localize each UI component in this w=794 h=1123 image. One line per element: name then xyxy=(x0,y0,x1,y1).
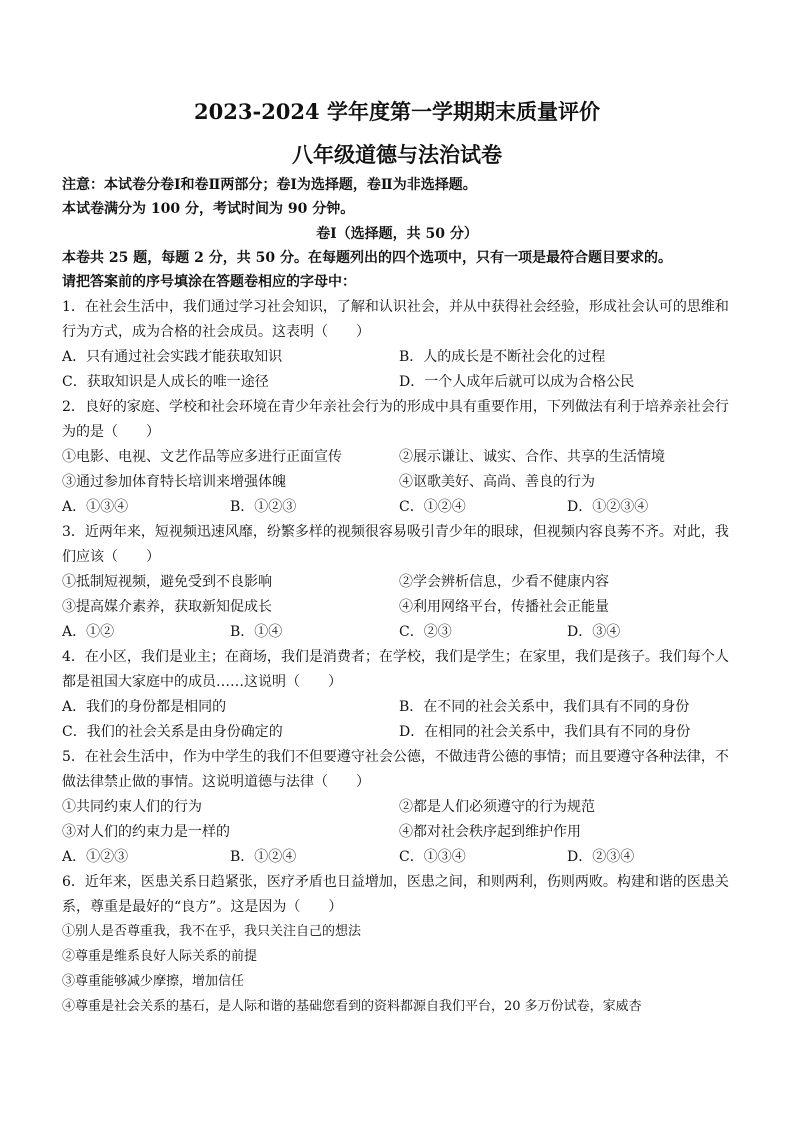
q3-option-d: D．③④ xyxy=(567,624,621,640)
q5-stem-line-2: 做法律禁止做的事情。这说明道德与法律（ ） xyxy=(62,774,370,790)
q1-stem-line-2: 行为方式，成为合格的社会成员。这表明（ ） xyxy=(62,324,370,340)
q3-option-b: B．①④ xyxy=(230,624,283,640)
q6-statement-4: ④尊重是社会关系的基石，是人际和谐的基础您看到的资料都源自我们平台，20 多万份试卷，家威杏 xyxy=(62,999,642,1014)
q2-statement-3: ③通过参加体育特长培训来增强体魄 xyxy=(62,474,286,490)
q5-option-c: C．①③④ xyxy=(399,849,466,865)
q6-stem-line-1: 6．近年来，医患关系日趋紧张，医疗矛盾也日益增加，医患之间，和则两利，伤则两败。构建和谐的医患关 xyxy=(62,874,729,890)
q2-statement-1: ①电影、电视、文艺作品等应多进行正面宣传 xyxy=(62,449,342,465)
q5-option-d: D．②③④ xyxy=(567,849,635,865)
q2-option-d: D．①②③④ xyxy=(567,499,649,515)
q2-stem-line-1: 2．良好的家庭、学校和社会环境在青少年亲社会行为的形成中具有重要作用，下列做法有利于培养亲社会行 xyxy=(62,399,729,415)
q5-statement-4: ④都对社会秩序起到维护作用 xyxy=(399,824,581,840)
exam-subtitle: 八年级道德与法治试卷 xyxy=(292,142,502,167)
q1-option-d: D．一个人成年后就可以成为合格公民 xyxy=(399,374,635,390)
q3-stem-line-1: 3．近两年来，短视频迅速风靡，纷繁多样的视频很容易吸引青少年的眼球，但视频内容良莠不齐。对此，我 xyxy=(62,524,729,540)
q2-option-a: A．①③④ xyxy=(62,499,129,515)
q4-option-d: D．在相同的社会关系中，我们具有不同的身份 xyxy=(399,724,691,740)
section-instruction-2: 请把答案前的序号填涂在答题卷相应的字母中： xyxy=(62,274,356,290)
q3-statement-3: ③提高媒介素养，获取新知促成长 xyxy=(62,599,272,615)
q2-option-c: C．①②④ xyxy=(399,499,466,515)
section-instruction-1: 本卷共 25 题，每题 2 分，共 50 分。在每题列出的四个选项中，只有一项是最符合题目要求的。 xyxy=(62,250,672,266)
q2-stem-line-2: 为的是（ ） xyxy=(62,424,160,440)
q4-stem-line-1: 4．在小区，我们是业主；在商场，我们是消费者；在学校，我们是学生；在家里，我们是孩子。我们每个人 xyxy=(62,649,729,665)
q2-option-b: B．①②③ xyxy=(230,499,297,515)
section-heading: 卷Ⅰ（选择题，共 50 分） xyxy=(316,226,478,242)
q3-option-c: C．②③ xyxy=(399,624,452,640)
q1-stem-line-1: 1．在社会生活中，我们通过学习社会知识，了解和认识社会，并从中获得社会经验，形成社会认可的思维和 xyxy=(62,299,729,315)
q6-stem-line-2: 系，尊重是最好的“良方”。这是因为（ ） xyxy=(62,899,343,915)
q5-stem-line-1: 5．在社会生活中，作为中学生的我们不但要遵守社会公德，不做违背公德的事情；而且要遵守各种法律，不 xyxy=(62,749,729,765)
note-line-2: 本试卷满分为 100 分，考试时间为 90 分钟。 xyxy=(62,201,355,217)
q3-statement-1: ①抵制短视频，避免受到不良影响 xyxy=(62,574,272,590)
exam-title: 2023-2024 学年度第一学期期末质量评价 xyxy=(194,99,600,124)
q4-stem-line-2: 都是祖国大家庭中的成员……这说明（ ） xyxy=(62,674,342,690)
q2-statement-2: ②展示谦让、诚实、合作、共享的生活情境 xyxy=(399,449,665,465)
q5-option-b: B．①②④ xyxy=(230,849,297,865)
q6-statement-1: ①别人是否尊重我，我不在乎，我只关注自己的想法 xyxy=(62,924,362,939)
q4-option-c: C．我们的社会关系是由身份确定的 xyxy=(62,724,283,740)
q4-option-b: B．在不同的社会关系中，我们具有不同的身份 xyxy=(399,699,690,715)
q1-option-c: C．获取知识是人成长的唯一途径 xyxy=(62,374,269,390)
q3-statement-2: ②学会辨析信息，少看不健康内容 xyxy=(399,574,609,590)
q6-statement-2: ②尊重是维系良好人际关系的前提 xyxy=(62,949,258,964)
q6-statement-3: ③尊重能够减少摩擦，增加信任 xyxy=(62,974,245,989)
q2-statement-4: ④讴歌美好、高尚、善良的行为 xyxy=(399,474,595,490)
q5-statement-3: ③对人们的约束力是一样的 xyxy=(62,824,230,840)
q5-option-a: A．①②③ xyxy=(62,849,129,865)
q4-option-a: A．我们的身份都是相同的 xyxy=(62,699,227,715)
q1-option-a: A．只有通过社会实践才能获取知识 xyxy=(62,349,283,365)
note-line-1: 注意：本试卷分卷Ⅰ和卷Ⅱ两部分；卷Ⅰ为选择题，卷Ⅱ为非选择题。 xyxy=(62,177,477,193)
q3-option-a: A．①② xyxy=(62,624,115,640)
q5-statement-1: ①共同约束人们的行为 xyxy=(62,799,202,815)
q5-statement-2: ②都是人们必须遵守的行为规范 xyxy=(399,799,595,815)
q3-statement-4: ④利用网络平台，传播社会正能量 xyxy=(399,599,609,615)
q3-stem-line-2: 们应该（ ） xyxy=(62,549,160,565)
q1-option-b: B．人的成长是不断社会化的过程 xyxy=(399,349,606,365)
